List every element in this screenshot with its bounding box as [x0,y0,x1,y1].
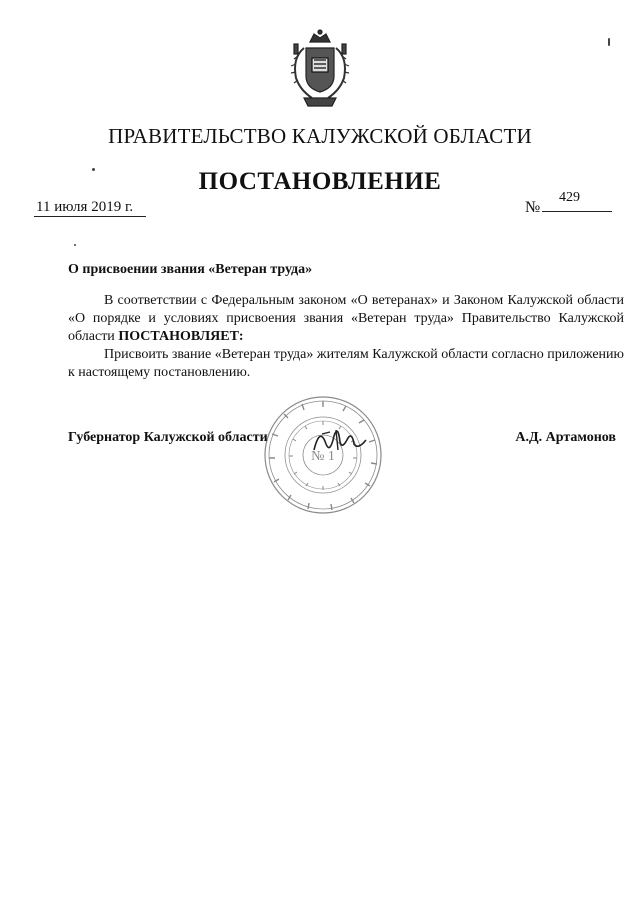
document-date: 11 июля 2019 г. [36,199,134,215]
resolution-keyword: ПОСТАНОВЛЯЕТ: [118,329,244,344]
document-number-label: № [525,199,541,216]
document-type-title: ПОСТАНОВЛЕНИЕ [198,168,442,195]
body-paragraph-1 [68,292,624,346]
scan-speck [74,244,76,246]
scan-speck [608,38,610,46]
signatory-name: А.Д. Артамонов [515,430,616,445]
government-title: ПРАВИТЕЛЬСТВО КАЛУЖСКОЙ ОБЛАСТИ [108,124,532,148]
scan-speck [92,168,95,171]
number-underline [542,211,612,212]
document-number: 429 [559,190,580,205]
handwritten-signature [310,420,370,460]
document-body [68,292,624,382]
seal-number: № 1 [311,449,335,464]
coat-of-arms-icon [286,28,354,110]
document-subject: О присвоении звания «Ветеран труда» [68,262,313,277]
signatory-role: Губернатор Калужской области [68,430,268,445]
paragraph-1-text: В соответствии с Федеральным законом «О ветеранах» и Законом Калужской области «О порядке и условиях присвоения звания «Ветеран труда» Правительство Калужской области [68,293,624,344]
body-paragraph-2: Присвоить звание «Ветеран труда» жителям Калужской области согласно приложению к настоящему постановлению. [68,347,624,380]
date-underline [34,216,146,217]
